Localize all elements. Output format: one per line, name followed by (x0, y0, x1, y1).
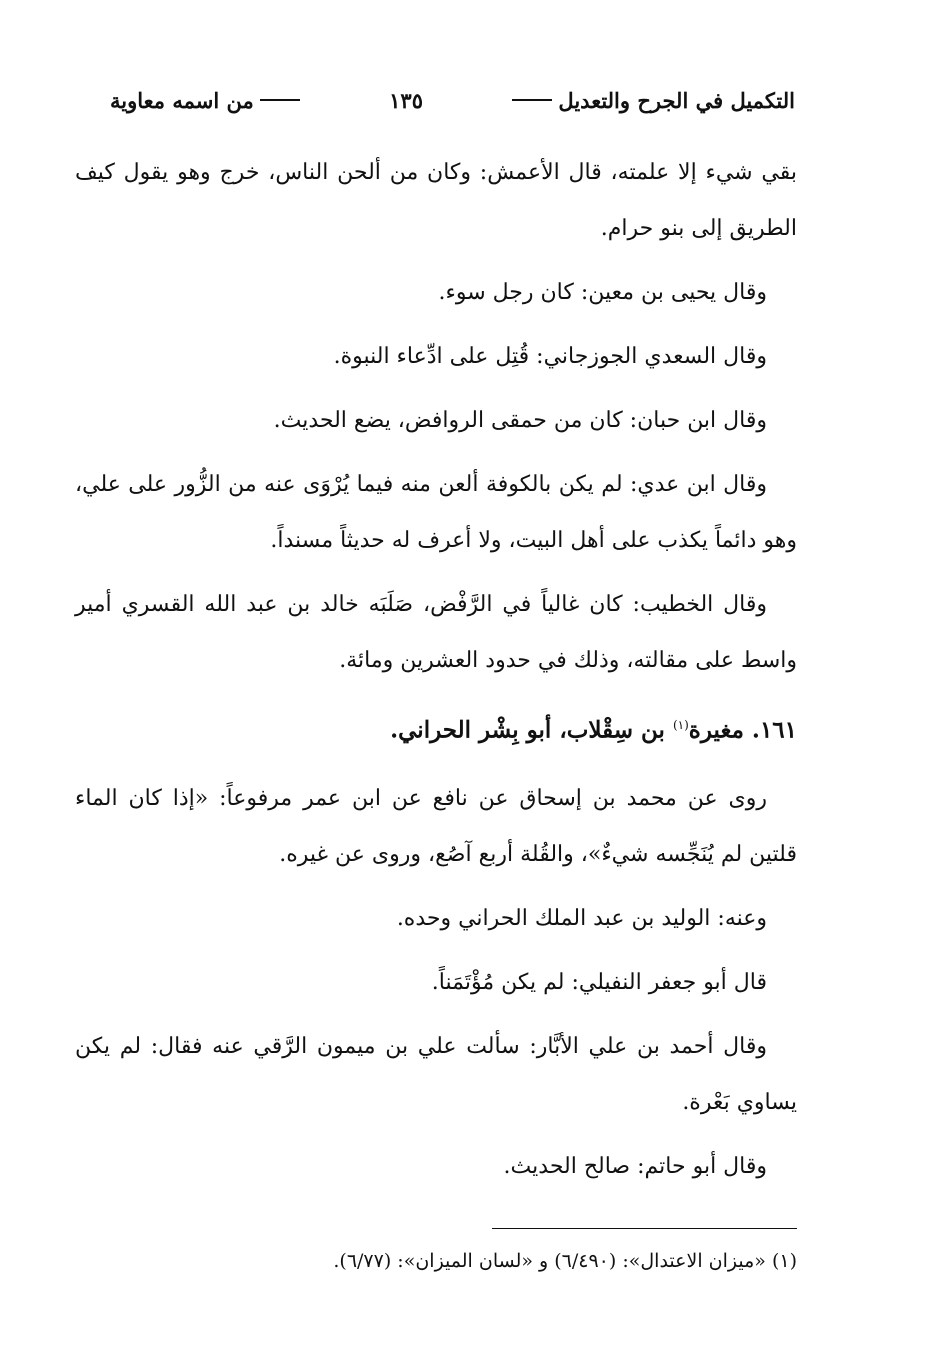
footnote-divider (492, 1228, 797, 1229)
header-dash (512, 99, 552, 101)
main-text (75, 145, 797, 1203)
paragraph: روى عن محمد بن إسحاق عن نافع عن ابن عمر مرفوعاً: «إذا كان الماء قلتين لم يُنَجِّسه شيءٌ»، والقُلة أربع آصُع، وروى عن غيره. (75, 785, 797, 867)
header-left (110, 88, 300, 113)
paragraph: وقال ابن عدي: لم يكن بالكوفة ألعن منه فيما يُرْوَى عنه من الزُّور على علي، وهو دائماً يكذب على أهل البيت، ولا أعرف له حديثاً مسنداً. (75, 472, 797, 553)
paragraph: وقال السعدي الجوزجاني: قُتِل على ادِّعاء النبوة. (333, 344, 767, 369)
header-section-title: من اسمه معاوية (110, 87, 254, 113)
footnote-marker: (١) (672, 718, 689, 732)
paragraph: وعنه: الوليد بن عبد الملك الحراني وحده. (396, 905, 767, 931)
page-number: ١٣٥ (389, 87, 423, 113)
running-header (110, 80, 795, 120)
paragraph: وقال أحمد بن علي الأبَّار: سألت علي بن ميمون الرَّقي عنه فقال: لم يكن يساوي بَعْرة. (75, 1033, 797, 1115)
paragraph: وقال يحيى بن معين: كان رجل سوء. (438, 280, 767, 305)
header-book-title: التكميل في الجرح والتعديل (558, 87, 795, 113)
entry-name: مغيرة (688, 716, 744, 744)
paragraph: قال أبو جعفر النفيلي: لم يكن مُؤْتَمَناً. (431, 969, 767, 995)
header-right (512, 88, 795, 113)
footnote: (١) «ميزان الاعتدال»: (٦/٤٩٠) و «لسان الميزان»: (٦/٧٧). (333, 1250, 797, 1272)
paragraph: وقال ابن حبان: كان من حمقى الروافض، يضع الحديث. (273, 408, 767, 433)
paragraph: وقال الخطيب: كان غالياً في الرَّفْض، صَلَبَه خالد بن عبد الله القسري أمير واسط على مقالته، وذلك في حدود العشرين ومائة. (75, 592, 797, 673)
entry-number: ١٦١. (751, 716, 797, 744)
entry-name-rest: بن سِقْلاب، أبو بِشْر الحراني. (390, 716, 665, 744)
paragraph: وقال أبو حاتم: صالح الحديث. (503, 1153, 767, 1179)
header-dash (260, 99, 300, 101)
entry-heading (75, 697, 797, 759)
paragraph: بقي شيء إلا علمته، قال الأعمش: وكان من ألحن الناس، خرج وهو يقول كيف الطريق إلى بنو حرام. (75, 160, 797, 241)
